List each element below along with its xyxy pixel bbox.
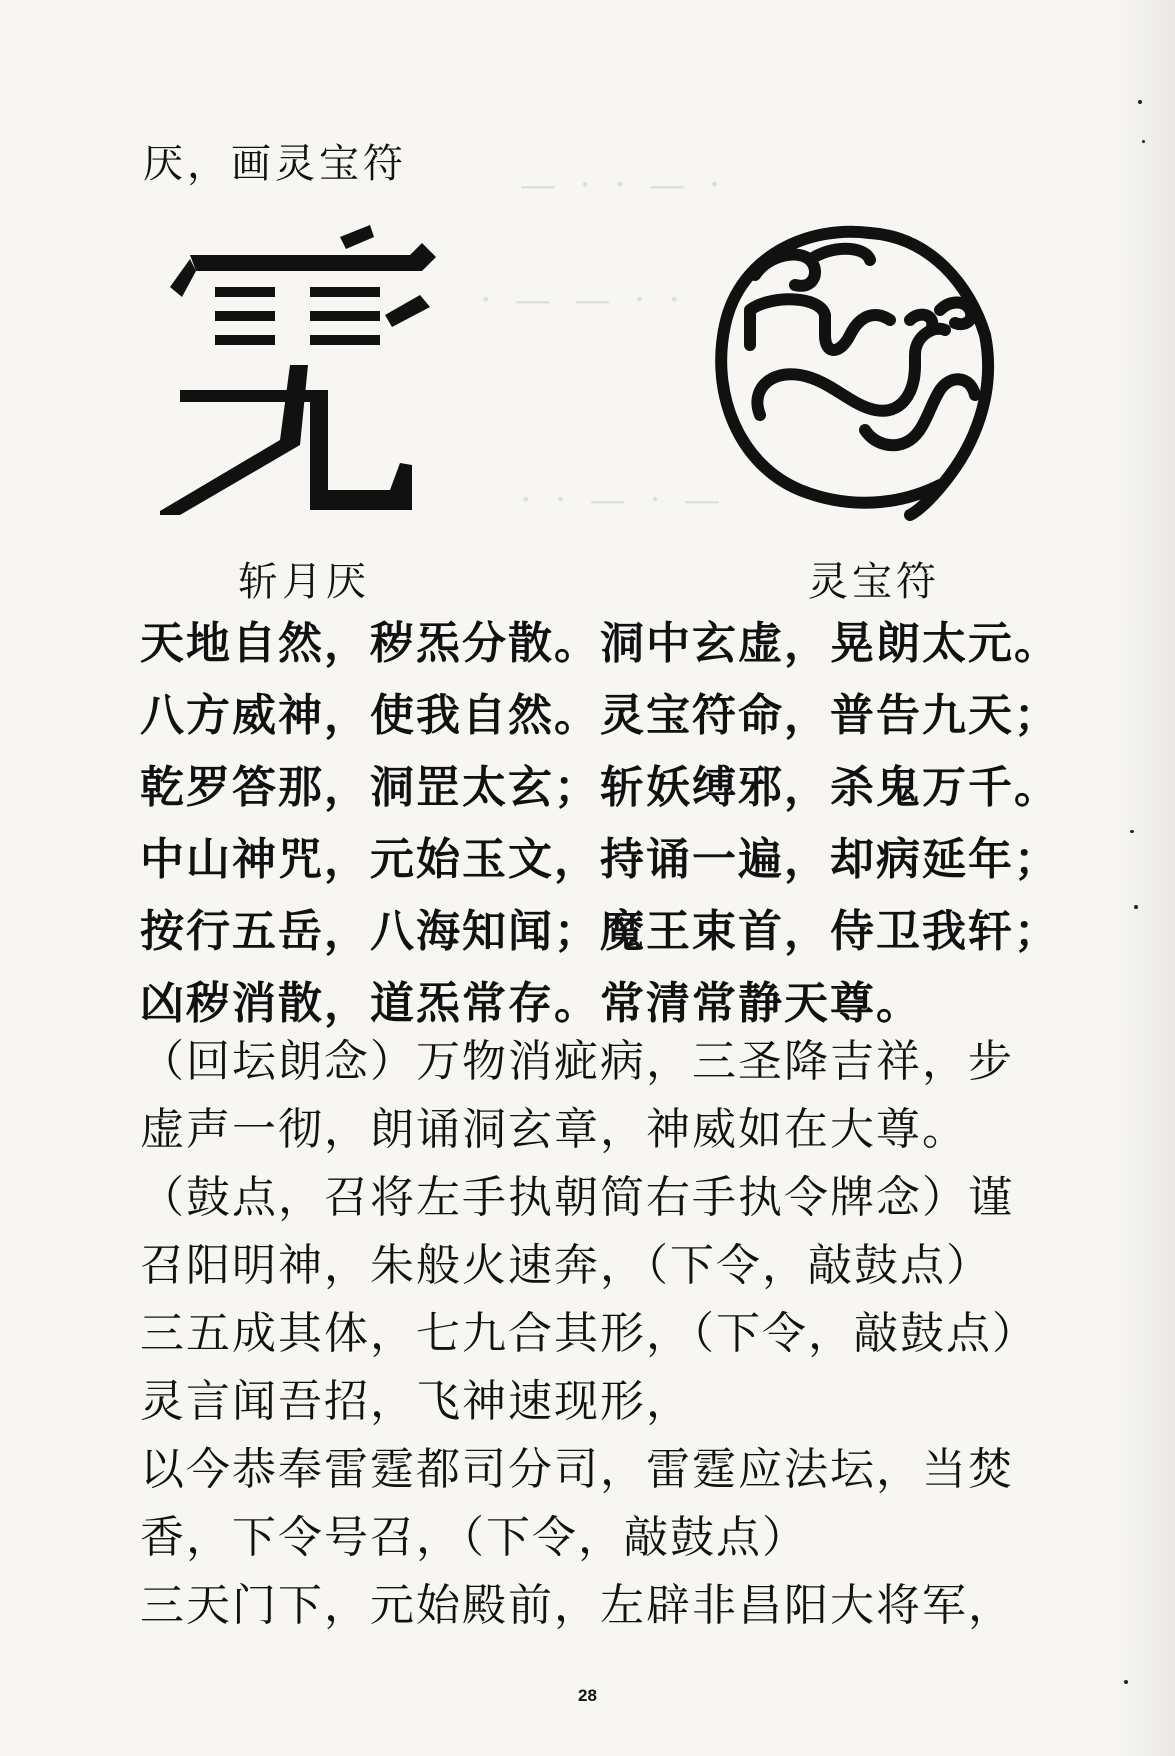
incantation-line: 八方威神，使我自然。灵宝符命，普告九天； xyxy=(140,690,1060,741)
figure-caption-right: 灵宝符 xyxy=(808,559,940,605)
page-edge-shadow xyxy=(1115,0,1175,1756)
text-line: 三天门下，元始殿前，左辟非昌阳大将军， xyxy=(140,1580,1014,1631)
incantation-line: 天地自然，秽炁分散。洞中玄虚，晃朗太元。 xyxy=(140,618,1060,669)
bleed-through: — · · — · xyxy=(520,165,727,206)
text-line: 灵言闻吾招，飞神速现形， xyxy=(140,1376,692,1427)
text-line: 虚声一彻，朗诵洞玄章，神威如在大尊。 xyxy=(140,1104,968,1155)
text-line: （回坛朗念）万物消疵病，三圣降吉祥，步 xyxy=(140,1036,1014,1087)
talisman-glyph-icon xyxy=(160,215,460,530)
incantation-line: 中山神咒，元始玉文，持诵一遍，却病延年； xyxy=(140,834,1060,885)
page-number: 28 xyxy=(578,1686,597,1705)
lingbao-talisman-figure xyxy=(700,215,1000,530)
text-line: 以今恭奉雷霆都司分司，雷霆应法坛，当焚 xyxy=(140,1444,1014,1495)
scan-speck xyxy=(1134,905,1138,909)
bleed-through: · — — · · xyxy=(480,280,687,321)
scan-speck xyxy=(1142,140,1145,143)
scan-speck xyxy=(1130,830,1134,833)
scan-speck xyxy=(1124,1680,1128,1684)
section-heading: 厌，画灵宝符 xyxy=(143,141,407,187)
text-line: （鼓点，召将左手执朝简右手执令牌念）谨 xyxy=(140,1172,1014,1223)
text-line: 香，下令号召，（下令，敲鼓点） xyxy=(140,1512,808,1563)
lingbao-talisman-icon xyxy=(700,215,1000,530)
bleed-through: · · — · — xyxy=(520,480,727,521)
incantation-line: 凶秽消散，道炁常存。常清常静天尊。 xyxy=(140,978,922,1029)
talisman-glyph-figure xyxy=(160,215,460,530)
incantation-line: 按行五岳，八海知闻；魔王束首，侍卫我轩； xyxy=(140,906,1060,957)
figure-caption-left: 斩月厌 xyxy=(238,559,370,605)
text-line: 三五成其体，七九合其形，（下令，敲鼓点） xyxy=(140,1308,1038,1359)
scan-speck xyxy=(1138,100,1142,104)
text-line: 召阳明神，朱般火速奔，（下令，敲鼓点） xyxy=(140,1240,992,1291)
incantation-line: 乾罗答那，洞罡太玄；斩妖缚邪，杀鬼万千。 xyxy=(140,762,1060,813)
